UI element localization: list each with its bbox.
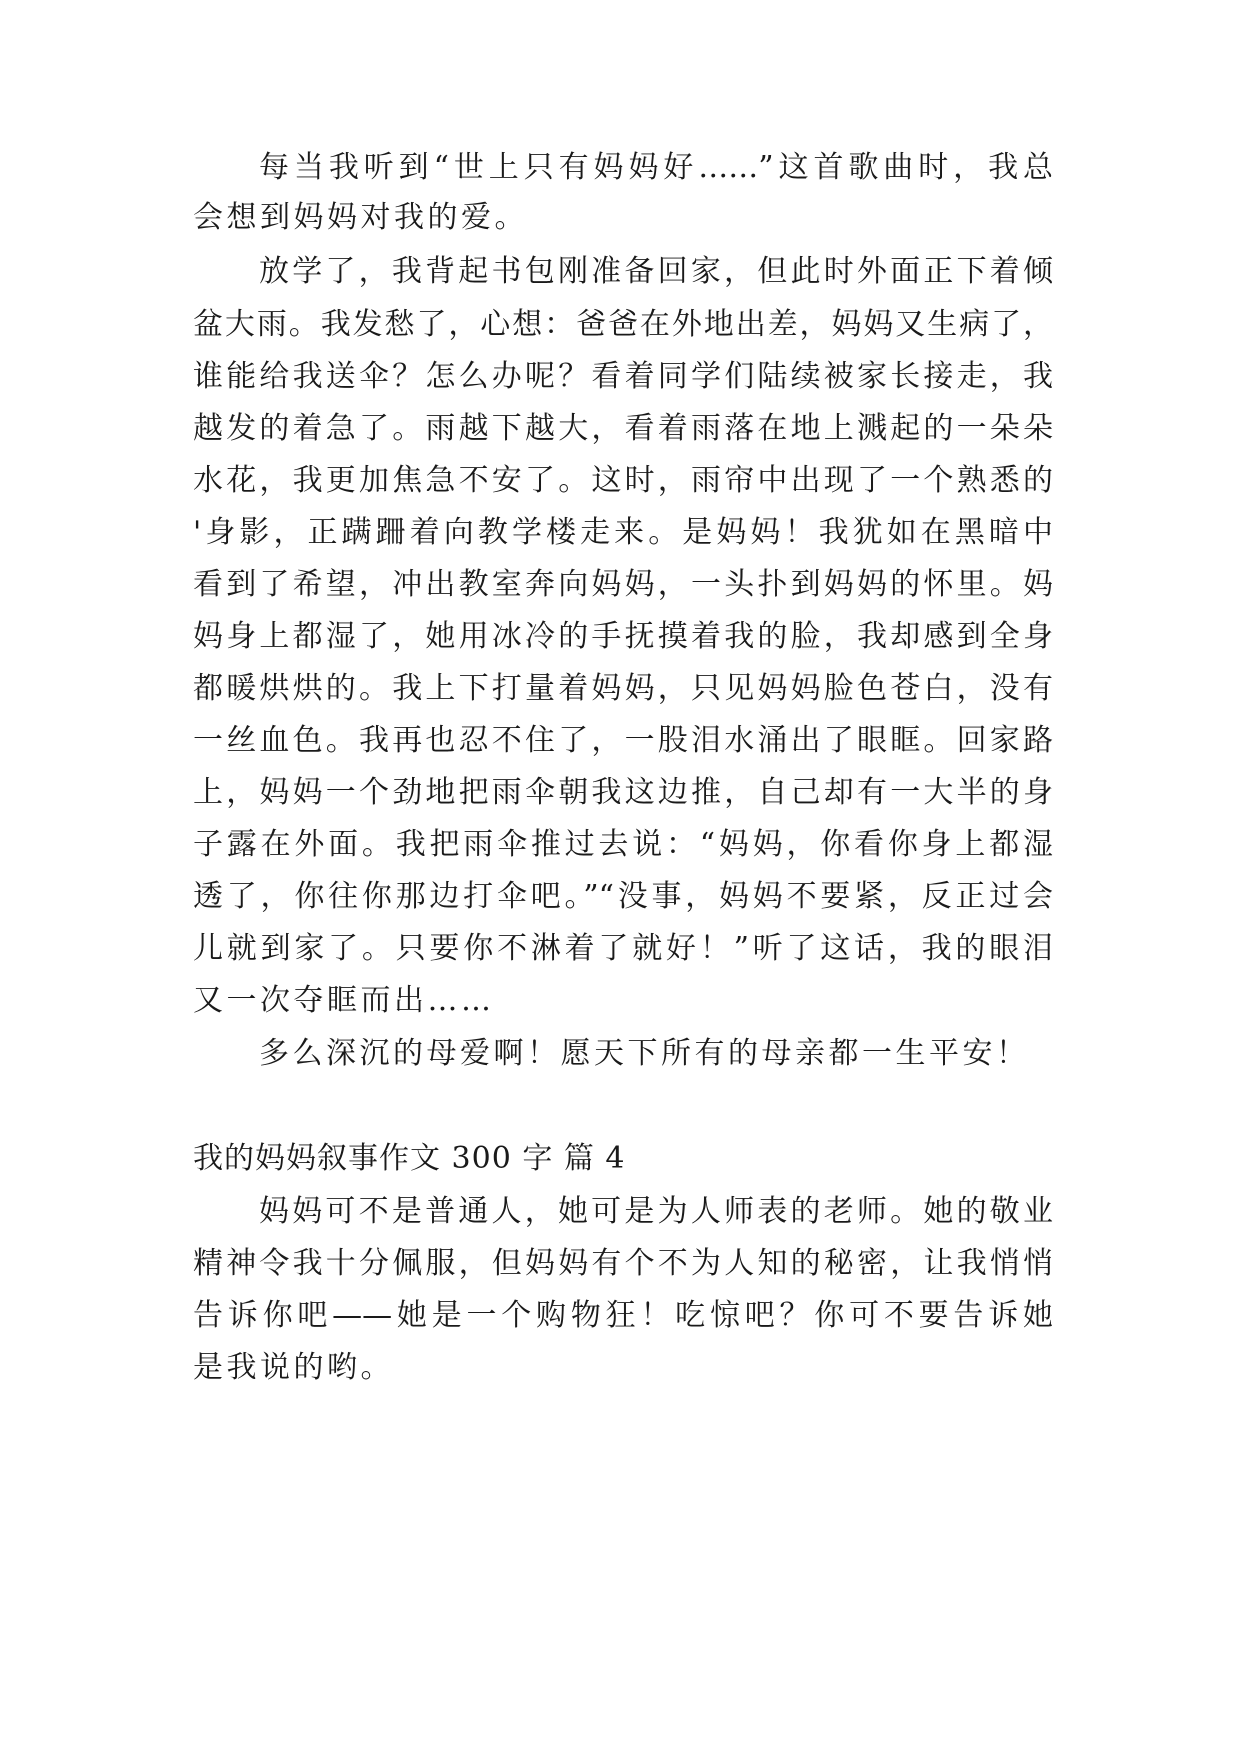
paragraph-2-line-10: 一丝血色。我再也忍不住了，一股泪水涌出了眼眶。回家路 (193, 723, 1053, 758)
paragraph-2-line-9: 都暖烘烘的。我上下打量着妈妈，只见妈妈脸色苍白，没有 (193, 671, 1053, 706)
section-paragraph-line-1: 妈妈可不是普通人，她可是为人师表的老师。她的敬业 (259, 1194, 1053, 1229)
paragraph-2-line-3: 谁能给我送伞？怎么办呢？看着同学们陆续被家长接走，我 (193, 359, 1053, 394)
paragraph-2-line-1: 放学了，我背起书包刚准备回家，但此时外面正下着倾 (259, 254, 1053, 289)
paragraph-2-line-13: 透了，你往你那边打伞吧。”“没事，妈妈不要紧，反正过会 (193, 879, 1053, 914)
section-paragraph-line-2: 精神令我十分佩服，但妈妈有个不为人知的秘密，让我悄悄 (193, 1246, 1053, 1281)
paragraph-2-line-5: 水花，我更加焦急不安了。这时，雨帘中出现了一个熟悉的 (193, 463, 1053, 498)
paragraph-2-line-12: 子露在外面。我把雨伞推过去说：“妈妈，你看你身上都湿 (193, 827, 1053, 862)
section-heading: 我的妈妈叙事作文 300 字 篇 4 (193, 1141, 626, 1176)
paragraph-3-line-1: 多么深沉的母爱啊！愿天下所有的母亲都一生平安！ (259, 1036, 1030, 1071)
paragraph-2-line-11: 上，妈妈一个劲地把雨伞朝我这边推，自己却有一大半的身 (193, 775, 1053, 810)
paragraph-2-line-8: 妈身上都湿了，她用冰冷的手抚摸着我的脸，我却感到全身 (193, 619, 1053, 654)
section-paragraph-line-4: 是我说的哟。 (193, 1350, 394, 1385)
paragraph-2-line-15: 又一次夺眶而出…… (193, 983, 495, 1018)
paragraph-2-line-6: '身影，正蹒跚着向教学楼走来。是妈妈！我犹如在黑暗中 (193, 515, 1053, 550)
paragraph-1-line-2: 会想到妈妈对我的爱。 (193, 200, 528, 235)
paragraph-2-line-2: 盆大雨。我发愁了，心想：爸爸在外地出差，妈妈又生病了， (193, 307, 1053, 342)
paragraph-2-line-14: 儿就到家了。只要你不淋着了就好！”听了这话，我的眼泪 (193, 931, 1053, 966)
paragraph-1-line-1: 每当我听到“世上只有妈妈好……”这首歌曲时，我总 (259, 150, 1053, 185)
paragraph-2-line-4: 越发的着急了。雨越下越大，看着雨落在地上溅起的一朵朵 (193, 411, 1053, 446)
section-paragraph-line-3: 告诉你吧——她是一个购物狂！吃惊吧？你可不要告诉她 (193, 1298, 1053, 1333)
paragraph-2-line-7: 看到了希望，冲出教室奔向妈妈，一头扑到妈妈的怀里。妈 (193, 567, 1053, 602)
